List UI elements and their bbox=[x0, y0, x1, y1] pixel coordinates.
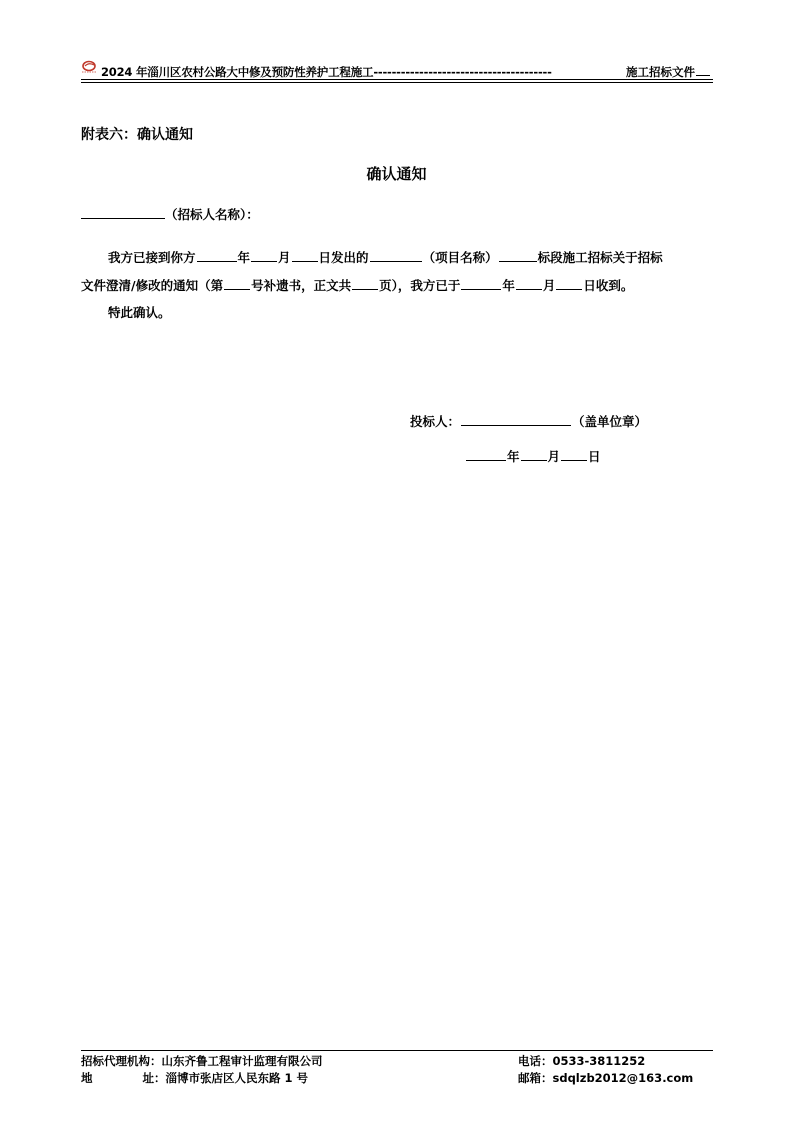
footer-address: 地 址：淄博市张店区人民东路 1 号 bbox=[81, 1071, 309, 1085]
footer-agency: 招标代理机构：山东齐鲁工程审计监理有限公司 bbox=[81, 1054, 323, 1068]
header-doc-type: 施工招标文件 bbox=[626, 64, 711, 80]
header-rule-thin bbox=[81, 82, 713, 83]
company-logo-icon bbox=[81, 60, 101, 76]
paragraph-1-line-1: 我方已接到你方 年 月 日发出的 （项目名称） 标段施工招标关于招标 bbox=[108, 250, 663, 265]
bidder-signature-line: 投标人： （盖单位章） bbox=[410, 414, 648, 429]
signature-date-line: 年 月 日 bbox=[466, 447, 601, 465]
appendix-heading: 附表六：确认通知 bbox=[81, 127, 193, 143]
bidder-blank bbox=[461, 413, 571, 426]
addressee-blank bbox=[81, 206, 165, 219]
footer-rule bbox=[81, 1050, 713, 1051]
header-title: 2024 年淄川区农村公路大中修及预防性养护工程施工--------------------------------------- bbox=[101, 65, 552, 79]
paragraph-1-line-2: 文件澄清/修改的通知（第 号补遗书，正文共 页），我方已于 年 月 日收到。 bbox=[81, 278, 634, 293]
footer-phone: 电话：0533-3811252 bbox=[518, 1054, 646, 1068]
document-title: 确认通知 bbox=[366, 165, 427, 183]
addressee-line: （招标人名称）： bbox=[81, 205, 259, 223]
footer-email: 邮箱：sdqlzb2012@163.com bbox=[518, 1071, 694, 1085]
confirmation-line: 特此确认。 bbox=[108, 305, 171, 320]
header-rule-thick bbox=[81, 79, 713, 80]
